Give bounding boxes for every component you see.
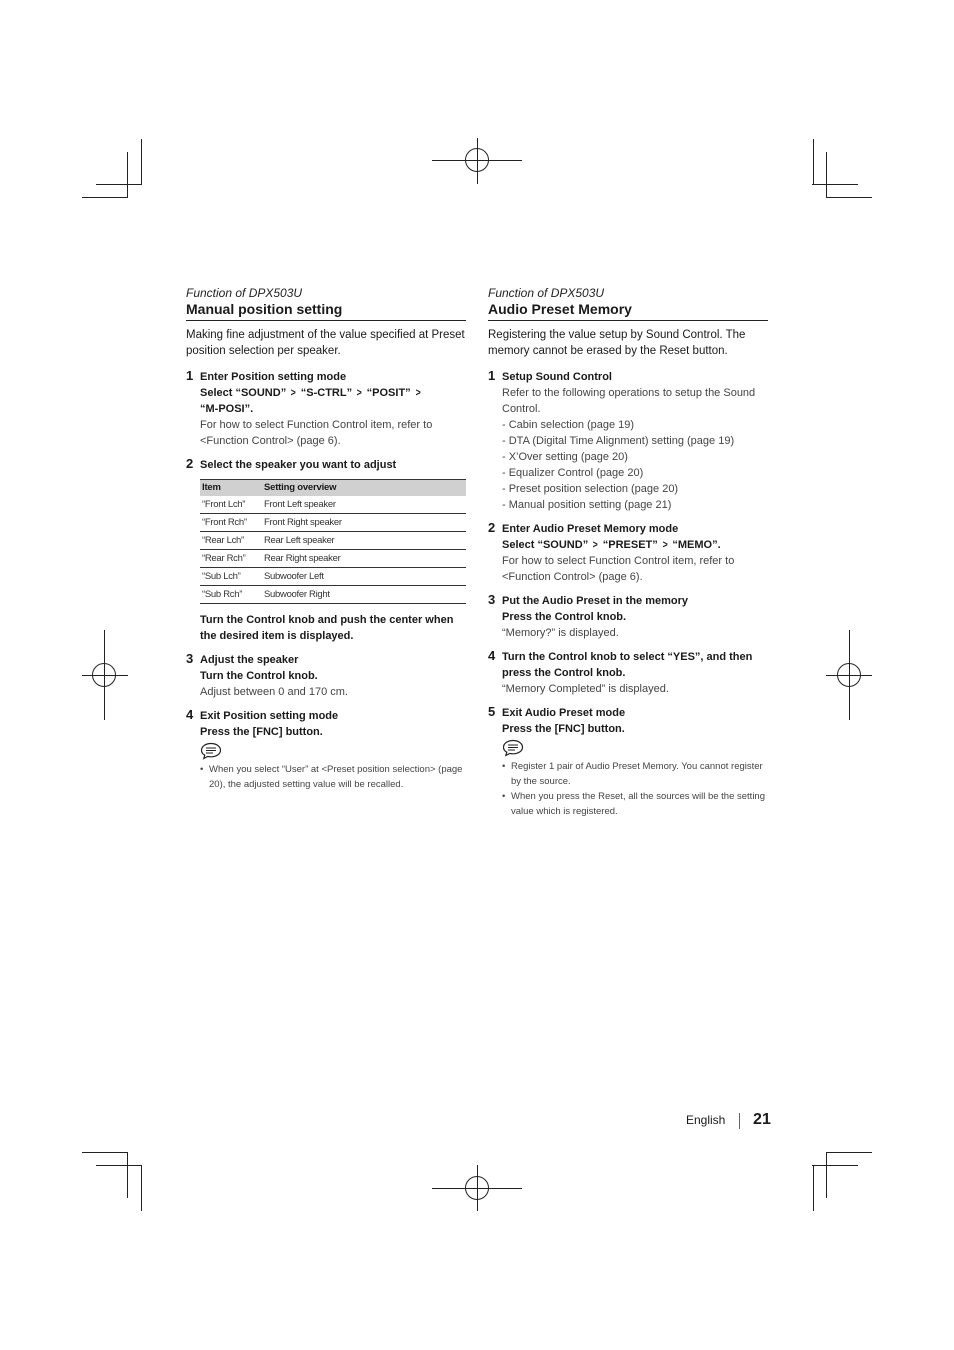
- arrow-right-icon: >: [290, 387, 297, 399]
- step-note: “Memory?” is displayed.: [502, 627, 619, 639]
- step-heading: Enter Audio Preset Memory mode: [502, 523, 679, 535]
- table-row: “Front Lch” Front Left speaker: [200, 496, 466, 514]
- step-heading: Enter Position setting mode: [200, 371, 347, 383]
- note-item: • Register 1 pair of Audio Preset Memory. You cannot register by the source.: [502, 761, 763, 787]
- section-title: Manual position setting: [186, 300, 466, 321]
- step-number: 1: [186, 368, 194, 383]
- step-heading: Put the Audio Preset in the memory: [502, 595, 689, 607]
- manual-position-section: [186, 286, 466, 792]
- step-selection: Select “SOUND” > “S-CTRL” > “POSIT” > “M-POSI”.: [200, 387, 421, 415]
- step-3: [488, 593, 768, 641]
- step-5: [488, 705, 768, 737]
- note-speech-bubble-icon: [200, 742, 222, 760]
- table-row: “Rear Rch” Rear Right speaker: [200, 550, 466, 568]
- step-number: 3: [186, 651, 194, 666]
- page-number: 21: [753, 1111, 771, 1128]
- column-header-item: Item: [200, 480, 262, 497]
- column-header-overview: Setting overview: [262, 480, 466, 497]
- list-item: - Equalizer Control (page 20): [502, 467, 644, 479]
- step-4: [186, 708, 466, 740]
- step-heading: Exit Audio Preset mode: [502, 707, 626, 719]
- step-heading: Exit Position setting mode: [200, 710, 339, 722]
- table-row: “Sub Lch” Subwoofer Left: [200, 568, 466, 586]
- step-number: 5: [488, 704, 496, 719]
- step-note: “Memory Completed” is displayed.: [502, 683, 669, 695]
- note-item: • When you press the Reset, all the sources will be the setting value which is registered.: [502, 791, 765, 817]
- step-note: Adjust between 0 and 170 cm.: [200, 686, 348, 698]
- step-2: [186, 457, 466, 473]
- arrow-right-icon: >: [592, 539, 599, 551]
- step-1: [488, 369, 768, 513]
- section-intro: Registering the value setup by Sound Control. The memory cannot be erased by the Reset button.: [488, 329, 746, 357]
- table-row: “Rear Lch” Rear Left speaker: [200, 532, 466, 550]
- turn-instruction: Turn the Control knob and push the center when the desired item is displayed.: [200, 614, 454, 642]
- table-header: [200, 480, 466, 497]
- page-footer: [686, 1110, 771, 1130]
- step-note: For how to select Function Control item, refer to <Function Control> (page 6).: [502, 555, 735, 583]
- list-item: - Preset position selection (page 20): [502, 483, 679, 495]
- arrow-right-icon: >: [356, 387, 362, 399]
- arrow-right-icon: >: [662, 539, 668, 551]
- step-number: 4: [186, 707, 194, 722]
- function-label: Function of DPX503U: [186, 286, 303, 300]
- language-label: English: [686, 1113, 726, 1127]
- list-item: - DTA (Digital Time Alignment) setting (page 19): [502, 435, 735, 447]
- note-item: • When you select “User” at <Preset position selection> (page 20), the adjusted setting value will be recalled.: [200, 764, 463, 790]
- table-row: “Front Rch” Front Right speaker: [200, 514, 466, 532]
- speaker-table: [200, 479, 466, 604]
- bullet-icon: •: [200, 764, 204, 775]
- step-sub: Press the [FNC] button.: [502, 723, 625, 735]
- step-number: 3: [488, 592, 496, 607]
- note-speech-bubble-icon: [502, 739, 524, 757]
- step-note: For how to select Function Control item, refer to <Function Control> (page 6).: [200, 419, 433, 447]
- step-selection: Select “SOUND” > “PRESET” > “MEMO”.: [502, 539, 721, 551]
- table-row: “Sub Rch” Subwoofer Right: [200, 586, 466, 604]
- list-item: - X’Over setting (page 20): [502, 451, 628, 463]
- section-intro: Making fine adjustment of the value specified at Preset position selection per speaker.: [186, 329, 465, 357]
- step-desc: Refer to the following operations to setup the Sound Control.: [502, 387, 756, 415]
- step-heading: Adjust the speaker: [200, 654, 299, 666]
- step-1: [186, 369, 466, 449]
- arrow-right-icon: >: [415, 387, 421, 399]
- step-sub: Press the Control knob.: [502, 611, 627, 623]
- step-3: [186, 652, 466, 700]
- audio-preset-section: [488, 286, 768, 819]
- bullet-icon: •: [502, 791, 506, 802]
- bullet-icon: •: [502, 761, 506, 772]
- section-title: Audio Preset Memory: [488, 300, 768, 321]
- step-4: [488, 649, 768, 697]
- step-sub: Press the [FNC] button.: [200, 726, 323, 738]
- list-item: - Manual position setting (page 21): [502, 499, 672, 511]
- step-number: 1: [488, 368, 496, 383]
- list-item: - Cabin selection (page 19): [502, 419, 635, 431]
- step-heading: Select the speaker you want to adjust: [200, 459, 397, 471]
- step-number: 2: [488, 520, 496, 535]
- step-number: 4: [488, 648, 496, 663]
- step-sub: Turn the Control knob.: [200, 670, 318, 682]
- step-number: 2: [186, 456, 194, 471]
- footer-divider: [739, 1113, 740, 1129]
- step-heading: Turn the Control knob to select “YES”, and then press the Control knob.: [502, 651, 753, 679]
- function-label: Function of DPX503U: [488, 286, 605, 300]
- step-2: [488, 521, 768, 585]
- step-heading: Setup Sound Control: [502, 371, 612, 383]
